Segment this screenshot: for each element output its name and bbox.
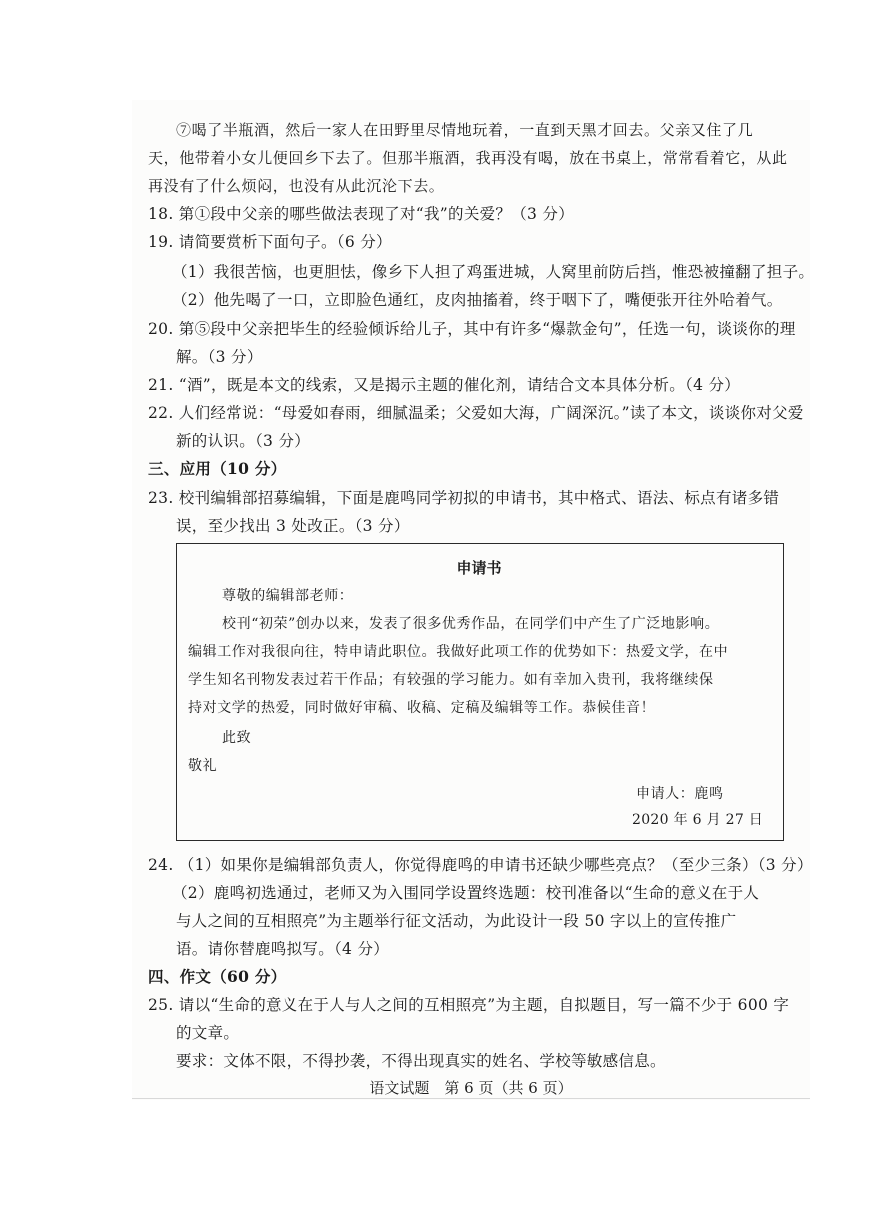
- letter-title: 申请书: [456, 559, 502, 577]
- question-20-line-2: 解。（3 分）: [176, 348, 263, 366]
- question-20-line-1: 20. 第⑤段中父亲把毕生的经验倾诉给儿子，其中有许多“爆款金句”，任选一句，谈谈你的理: [148, 320, 796, 338]
- paragraph-7-line-3: 再没有了什么烦闷，也没有从此沉沦下去。: [148, 177, 445, 195]
- question-24-part-2-line-3: 语。请你替鹿鸣拟写。（4 分）: [176, 940, 390, 958]
- letter-applicant: 申请人：鹿鸣: [636, 786, 724, 802]
- question-21: 21. “酒”，既是本文的线索，又是揭示主题的催化剂，请结合文本具体分析。（4 分）: [148, 376, 741, 394]
- page-footer: 语文试题 第 6 页（共 6 页）: [369, 1079, 573, 1097]
- letter-body-line-1: 校刊“初荣”创办以来，发表了很多优秀作品，在同学们中产生了广泛地影响。: [222, 616, 720, 632]
- question-22-line-1: 22. 人们经常说：“母爱如春雨，细腻温柔；父爱如大海，广阔深沉。”读了本文，谈谈你对父爱: [148, 404, 804, 422]
- question-23-line-1: 23. 校刊编辑部招募编辑，下面是鹿鸣同学初拟的申请书，其中格式、语法、标点有诸多错: [148, 489, 780, 507]
- letter-date: 2020 年 6 月 27 日: [632, 812, 764, 828]
- question-23-line-2: 误，至少找出 3 处改正。（3 分）: [176, 517, 410, 535]
- letter-closing-2: 敬礼: [188, 758, 218, 774]
- letter-closing-1: 此致: [222, 730, 252, 746]
- question-25-line-1: 25. 请以“生命的意义在于人与人之间的互相照亮”为主题，自拟题目，写一篇不少于 600 字: [148, 996, 790, 1014]
- letter-body-line-4: 持对文学的热爱，同时做好审稿、收稿、定稿及编辑等工作。恭候佳音！: [188, 700, 656, 716]
- question-25-line-2: 的文章。: [176, 1024, 240, 1042]
- section-3-heading: 三、应用（10 分）: [148, 459, 287, 478]
- question-24-part-2-line-1: （2）鹿鸣初选通过，老师又为入围同学设置终选题：校刊准备以“生命的意义在于人: [172, 884, 760, 902]
- question-19-sentence-1: （1）我很苦恼，也更胆怯，像乡下人担了鸡蛋进城，人窝里前防后挡，惟恐被撞翻了担子。: [172, 263, 815, 281]
- letter-salutation: 尊敬的编辑部老师：: [222, 588, 354, 604]
- question-25-requirement: 要求：文体不限，不得抄袭，不得出现真实的姓名、学校等敏感信息。: [176, 1052, 666, 1070]
- footer-divider: [132, 1098, 810, 1099]
- letter-body-line-2: 编辑工作对我很向往，特申请此职位。我做好此项工作的优势如下：热爱文学，在中: [188, 644, 729, 660]
- question-22-line-2: 新的认识。（3 分）: [176, 432, 311, 450]
- question-19: 19. 请简要赏析下面句子。（6 分）: [148, 233, 392, 251]
- question-18: 18. 第①段中父亲的哪些做法表现了对“我”的关爱？（3 分）: [148, 205, 575, 223]
- question-19-sentence-2: （2）他先喝了一口，立即脸色通红，皮肉抽搐着，终于咽下了，嘴便张开往外哈着气。: [172, 291, 783, 309]
- paragraph-7-line-2: 天，他带着小女儿便回乡下去了。但那半瓶酒，我再没有喝，放在书桌上，常常看着它，从此: [148, 149, 788, 167]
- paragraph-7-line-1: ⑦喝了半瓶酒，然后一家人在田野里尽情地玩着，一直到天黑才回去。父亲又住了几: [176, 121, 754, 139]
- section-4-heading: 四、作文（60 分）: [148, 967, 287, 986]
- question-24-part-1: 24. （1）如果你是编辑部负责人，你觉得鹿鸣的申请书还缺少哪些亮点？（至少三条）（3 分）: [148, 856, 813, 874]
- question-24-part-2-line-2: 与人之间的互相照亮”为主题举行征文活动，为此设计一段 50 字以上的宣传推广: [176, 912, 737, 930]
- letter-body-line-3: 学生知名刊物发表过若干作品；有较强的学习能力。如有幸加入贵刊，我将继续保: [188, 672, 714, 688]
